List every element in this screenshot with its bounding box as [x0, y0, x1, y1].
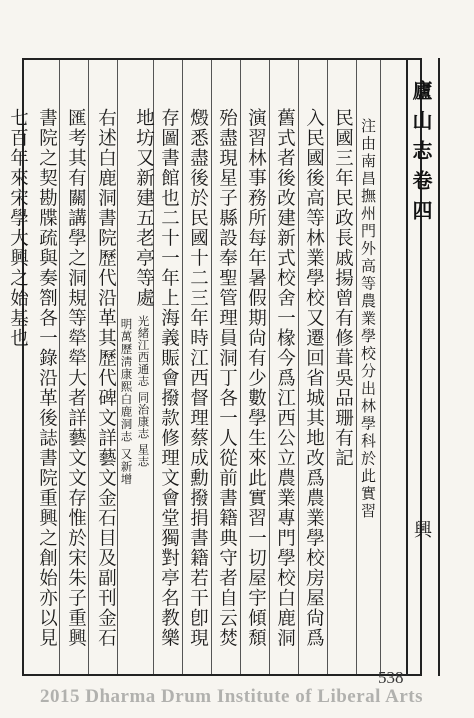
column-rule: [117, 60, 118, 674]
margin-tail: 興: [411, 520, 432, 538]
column-rule: [182, 60, 183, 674]
text-column: 殆盡現星子縣設奉聖管理員洞丁各一人從前書籍典守者自云焚: [216, 108, 238, 648]
column-rule: [327, 60, 328, 674]
column-rule: [211, 60, 212, 674]
column-rule: [59, 60, 60, 674]
text-column: 書院之契勘牒疏與奏劄各一錄沿革後誌書院重興之創始亦以見: [36, 108, 58, 648]
text-column: 舊式者後改建新式校舍一椽今爲江西公立農業專門學校白鹿洞: [274, 108, 296, 648]
column-rule: [269, 60, 270, 674]
column-rule: [88, 60, 89, 674]
text-column: 匯考其有關講學之洞規等犖犖大者詳藝文文存惟於宋朱子重興: [65, 108, 87, 648]
inline-citation: 明萬歷淸康熙白鹿洞志 又新增: [119, 318, 134, 486]
column-rule: [240, 60, 241, 674]
text-column: 民國三年民政長戚揚曾有修葺吳品珊有記: [332, 108, 354, 468]
margin-title: 廬山志卷四: [409, 80, 433, 230]
text-column: 存圖書館也二十一年上海義賑會撥款修理文會堂獨對亭名教樂: [158, 108, 180, 648]
text-column-note: 注由南昌撫州門外高等農業學校分出林學科於此實習: [359, 118, 377, 521]
text-column: 右述白鹿洞書院歷代沿革其歷代碑文詳藝文金石目及副刊金石: [95, 108, 117, 648]
text-column: 演習林事務所每年暑假期尙有少數學生來此實習一切屋宇傾頹: [245, 108, 267, 648]
page-number: 538: [378, 668, 404, 687]
column-rule: [380, 60, 381, 674]
text-column: 七百年來宋學大興之始基也: [7, 108, 29, 348]
text-column: 入民國後高等林業學校又遷回省城其地改爲農業學校房屋尙爲: [303, 108, 325, 648]
inline-citation: 光緒江西通志 同治康志 星志: [136, 315, 151, 468]
column-rule: [356, 60, 357, 674]
column-rule: [298, 60, 299, 674]
text-column: [134, 108, 153, 468]
text-column: 燬悉盡後於民國十二三年時江西督理蔡成勳撥捐書籍若干卽現: [187, 108, 209, 648]
watermark: 2015 Dharma Drum Institute of Liberal Arts: [40, 686, 424, 707]
text-segment: 地坊又新建五老亭等處: [133, 108, 155, 308]
